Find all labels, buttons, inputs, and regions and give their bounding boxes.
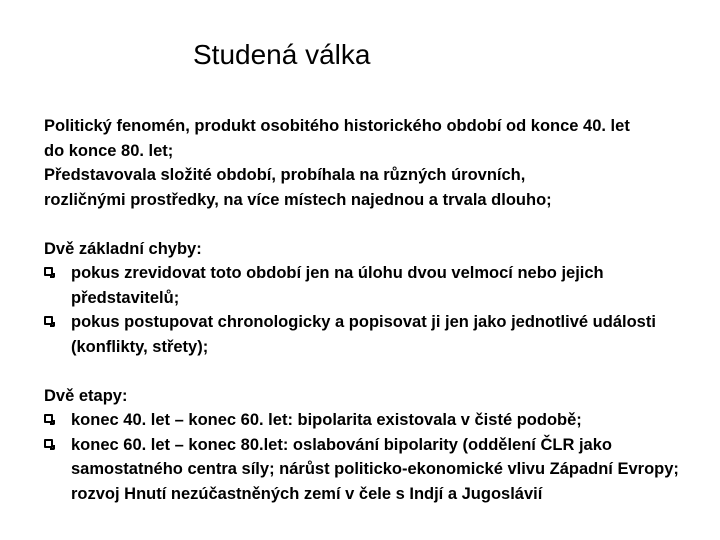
- checkbox-square-icon: [44, 267, 53, 276]
- spacer: [44, 212, 694, 237]
- list-item: [44, 261, 694, 310]
- list-item: [44, 433, 694, 507]
- list-item: [44, 408, 694, 433]
- page-title: Studená válka: [193, 39, 371, 70]
- section-1-heading: Dvě základní chyby:: [44, 239, 202, 258]
- list-item-text: pokus zrevidovat toto období jen na úlohu dvou velmocí nebo jejich představitelů;: [71, 264, 604, 307]
- section-1-list: [44, 261, 694, 359]
- list-item: [44, 310, 694, 359]
- intro-line-3: Představovala složité období, probíhala na různých úrovních,: [44, 166, 526, 184]
- intro-line-2: do konce 80. let;: [44, 141, 174, 160]
- checkbox-square-icon: [44, 316, 53, 325]
- spacer: [44, 359, 694, 384]
- list-item-text: konec 40. let – konec 60. let: bipolarita existovala v čisté podobě;: [71, 411, 582, 429]
- slide-body: [44, 114, 694, 506]
- intro-line-4: rozličnými prostředky, na více místech najednou a trvala dlouho;: [44, 190, 552, 209]
- intro-line-1: Politický fenomén, produkt osobitého historického období od konce 40. let: [44, 117, 630, 135]
- list-item-text: konec 60. let – konec 80.let: oslabování bipolarity (oddělení ČLR jako samostatného centra síly; nárůst politicko-ekonomické vlivu Západní Evropy; rozvoj Hnutí nezúčastněných zemí v čele s Indjí a Jugoslávií: [71, 435, 679, 503]
- checkbox-square-icon: [44, 439, 53, 448]
- section-2-heading: Dvě etapy:: [44, 386, 128, 405]
- list-item-text: pokus postupovat chronologicky a popisovat ji jen jako jednotlivé události (konflikty, střety);: [71, 313, 656, 356]
- section-2-list: [44, 408, 694, 506]
- checkbox-square-icon: [44, 414, 53, 423]
